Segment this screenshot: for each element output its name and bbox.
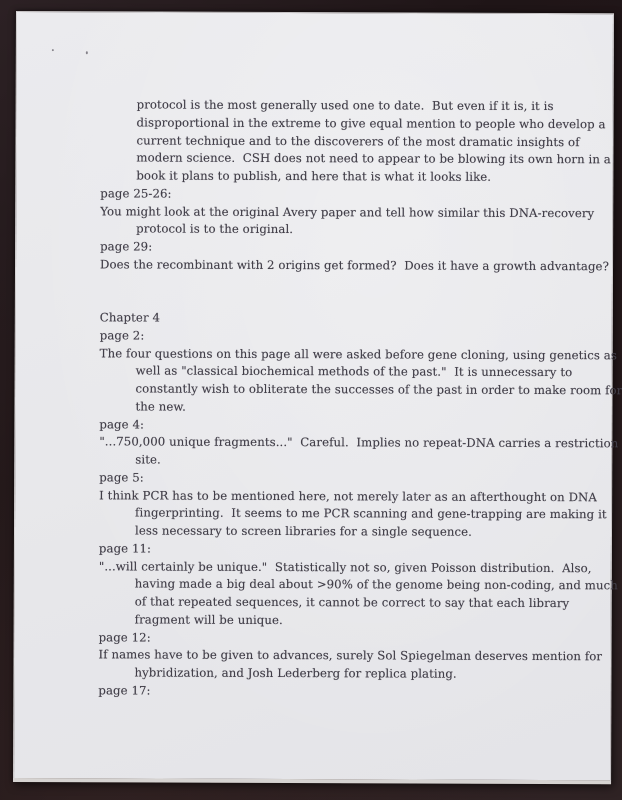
document-line: fingerprinting. It seems to me PCR scanning and gene-trapping are making it	[135, 505, 607, 522]
paper-speck	[86, 51, 88, 54]
document-line: I think PCR has to be mentioned here, not merely later as an afterthought on DNA	[99, 487, 597, 504]
document-line: well as "classical biochemical methods of the past." It is unnecessary to	[135, 363, 573, 380]
document-line: Chapter 4	[99, 310, 161, 325]
paper-speck	[52, 49, 54, 51]
document-page	[13, 11, 622, 784]
document-line: disproportional in the extreme to give equal mention to people who develop a	[136, 115, 606, 132]
document-line: constantly wish to obliterate the successes of the past in order to make room for	[135, 381, 622, 398]
document-line: Does the recombinant with 2 origins get formed? Does it have a growth advantage?	[100, 257, 609, 274]
document-line: hybridization, and Josh Lederberg for replica plating.	[134, 665, 457, 681]
document-line: having made a big deal about >90% of the genome being non-coding, and much	[134, 576, 618, 593]
document-line	[100, 292, 598, 312]
document-line: less necessary to screen libraries for a single sequence.	[134, 523, 472, 539]
document-line: protocol is the most generally used one to date. But even if it is, it is	[136, 97, 554, 114]
document-line: page 4:	[99, 416, 145, 431]
document-line: fragment will be unique.	[134, 612, 283, 627]
document-line: page 12:	[98, 629, 151, 645]
document-line: current technique and to the discoverers of the most dramatic insights of	[136, 132, 580, 149]
document-line: page 2:	[99, 328, 145, 343]
document-line: You might look at the original Avery paper and tell how similar this DNA-recovery	[100, 203, 595, 220]
document-text	[98, 96, 622, 701]
document-line: page 25-26:	[100, 186, 172, 201]
document-line: book it plans to publish, and here that is what it looks like.	[136, 168, 492, 184]
document-line: page 5:	[99, 470, 144, 485]
document-line: protocol is to the original.	[136, 221, 294, 237]
document-line: page 29:	[100, 239, 153, 254]
document-line: the new.	[135, 399, 186, 414]
document-line: modern science. CSH does not need to appear to be blowing its own horn in a	[136, 150, 611, 167]
document-line: The four questions on this page all were asked before gene cloning, using genetics as	[99, 345, 618, 362]
document-line: page 17:	[98, 683, 151, 698]
document-line: "...750,000 unique fragments..." Careful. Implies no repeat-DNA carries a restriction	[99, 434, 619, 451]
document-line: page 11:	[98, 541, 152, 556]
document-line: of that repeated sequences, it cannot be correct to say that each library	[134, 594, 570, 611]
document-line: site.	[135, 452, 161, 467]
document-line: If names have to be given to advances, surely Sol Spiegelman deserves mention for	[98, 647, 603, 664]
document-line	[100, 274, 598, 294]
document-line: "...will certainly be unique." Statistically not so, given Poisson distribution. Also,	[98, 558, 592, 575]
